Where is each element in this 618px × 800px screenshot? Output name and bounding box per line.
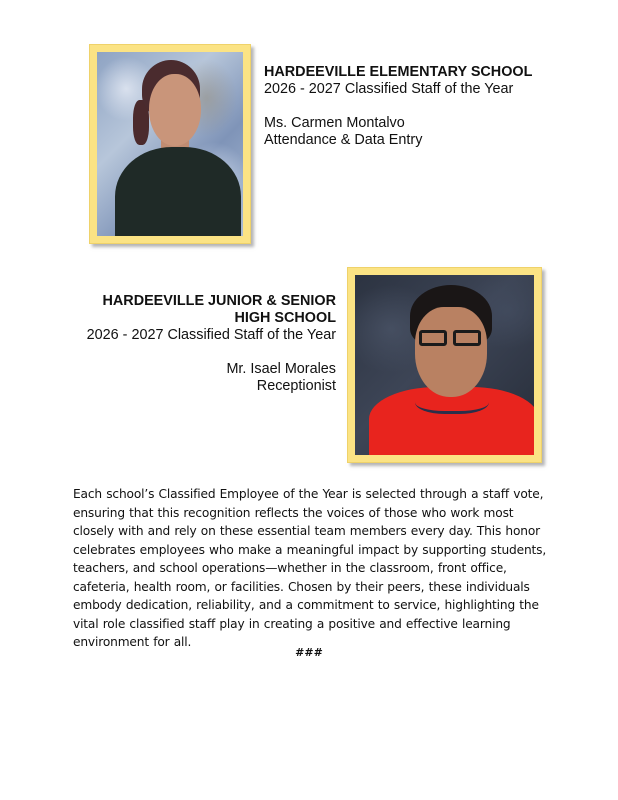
award-title: 2026 - 2027 Classified Staff of the Year [264,81,514,97]
school-name: HARDEEVILLE ELEMENTARY SCHOOL [264,64,533,80]
school-name: HARDEEVILLE JUNIOR & SENIOR [102,293,336,309]
honoree-name: Mr. Isael Morales [226,361,336,377]
photo-frame-carmen-montalvo [89,44,251,244]
spacer [264,98,564,115]
honoree-role: Receptionist [256,378,336,394]
photo-detail-blouse [115,147,241,236]
school-name-line2: HIGH SCHOOL [234,310,336,326]
honoree-caption-high-school [60,293,336,395]
spacer [60,344,336,361]
award-title: 2026 - 2027 Classified Staff of the Year [86,327,336,343]
portrait-photo-isael-morales [355,275,534,455]
honoree-name: Ms. Carmen Montalvo [264,115,405,131]
photo-detail-face [149,74,201,146]
photo-detail-glasses [415,330,487,348]
honoree-role: Attendance & Data Entry [264,132,423,148]
portrait-photo-carmen-montalvo [97,52,243,236]
end-mark: ### [295,646,323,659]
photo-frame-isael-morales [347,267,542,463]
photo-detail-face [415,307,487,397]
honoree-caption-elementary [264,64,564,149]
body-paragraph: Each school’s Classified Employee of the Year is selected through a staff vote, ensuring that this recognition reflects the voices of those who work most closely with and rely on these essential team members every day. This honor celebrates employees who make a meaningful impact by supporting students, teachers, and school operations—whether in the classroom, front office, cafeteria, health room, or facilities. Chosen by their peers, these individuals embody dedication, reliability, and a commitment to service, highlighting the vital role classified staff play in creating a positive and effective learning environment for all. [73,487,547,649]
